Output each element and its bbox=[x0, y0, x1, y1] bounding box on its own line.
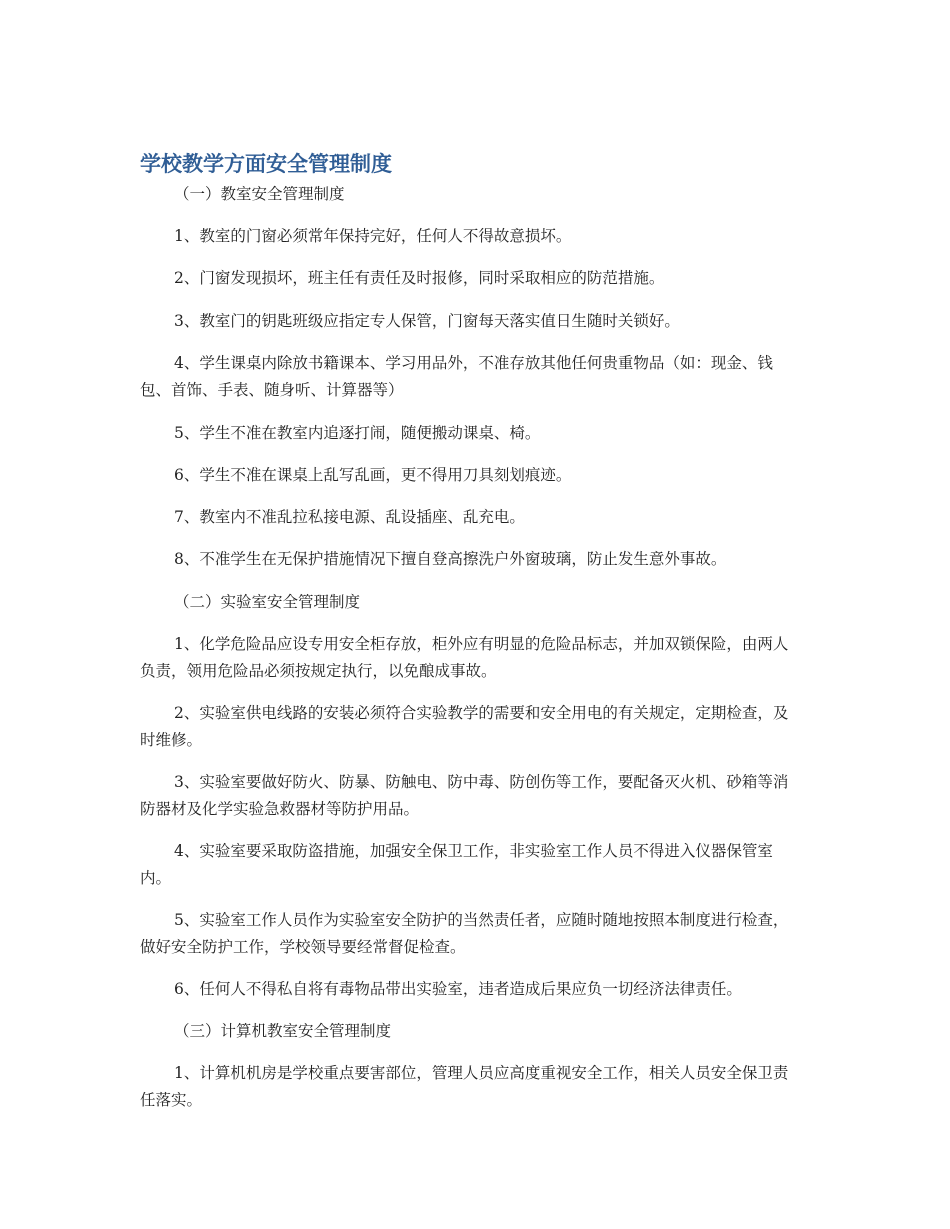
paragraph: 5、学生不准在教室内追逐打闹，随便搬动课桌、椅。 bbox=[174, 424, 541, 442]
paragraph: 4、实验室要采取防盗措施，加强安全保卫工作，非实验室工作人员不得进入仪器保管室内。 bbox=[140, 842, 773, 887]
paragraph: 2、实验室供电线路的安装必须符合实验教学的需要和安全用电的有关规定，定期检查，及时维修。 bbox=[140, 704, 789, 749]
paragraph: 5、实验室工作人员作为实验室安全防护的当然责任者，应随时随地按照本制度进行检查，做好安全防护工作，学校领导要经常督促检查。 bbox=[140, 911, 789, 956]
section-heading-classroom: （一）教室安全管理制度 bbox=[174, 185, 345, 203]
paragraph: 6、学生不准在课桌上乱写乱画，更不得用刀具刻划痕迹。 bbox=[174, 466, 572, 484]
section-heading-computer-room: （三）计算机教室安全管理制度 bbox=[174, 1022, 392, 1040]
paragraph: 1、教室的门窗必须常年保持完好，任何人不得故意损坏。 bbox=[174, 227, 572, 245]
paragraph: 1、计算机机房是学校重点要害部位，管理人员应高度重视安全工作，相关人员安全保卫责任落实。 bbox=[140, 1064, 789, 1109]
paragraph: 1、化学危险品应设专用安全柜存放，柜外应有明显的危险品标志，并加双锁保险，由两人负责，领用危险品必须按规定执行，以免酿成事故。 bbox=[140, 635, 789, 680]
paragraph: 2、门窗发现损坏，班主任有责任及时报修，同时采取相应的防范措施。 bbox=[174, 269, 665, 287]
document-title: 学校教学方面安全管理制度 bbox=[140, 152, 392, 176]
paragraph: 8、不准学生在无保护措施情况下擅自登高擦洗户外窗玻璃，防止发生意外事故。 bbox=[174, 550, 727, 568]
paragraph: 4、学生课桌内除放书籍课本、学习用品外，不准存放其他任何贵重物品（如：现金、钱包、首饰、手表、随身听、计算器等） bbox=[140, 354, 773, 399]
paragraph: 7、教室内不准乱拉私接电源、乱设插座、乱充电。 bbox=[174, 508, 525, 526]
paragraph: 3、实验室要做好防火、防暴、防触电、防中毒、防创伤等工作，要配备灭火机、砂箱等消防器材及化学实验急救器材等防护用品。 bbox=[140, 773, 789, 818]
paragraph: 3、教室门的钥匙班级应指定专人保管，门窗每天落实值日生随时关锁好。 bbox=[174, 312, 680, 330]
section-heading-laboratory: （二）实验室安全管理制度 bbox=[174, 593, 361, 611]
paragraph: 6、任何人不得私自将有毒物品带出实验室，违者造成后果应负一切经济法律责任。 bbox=[174, 980, 742, 998]
